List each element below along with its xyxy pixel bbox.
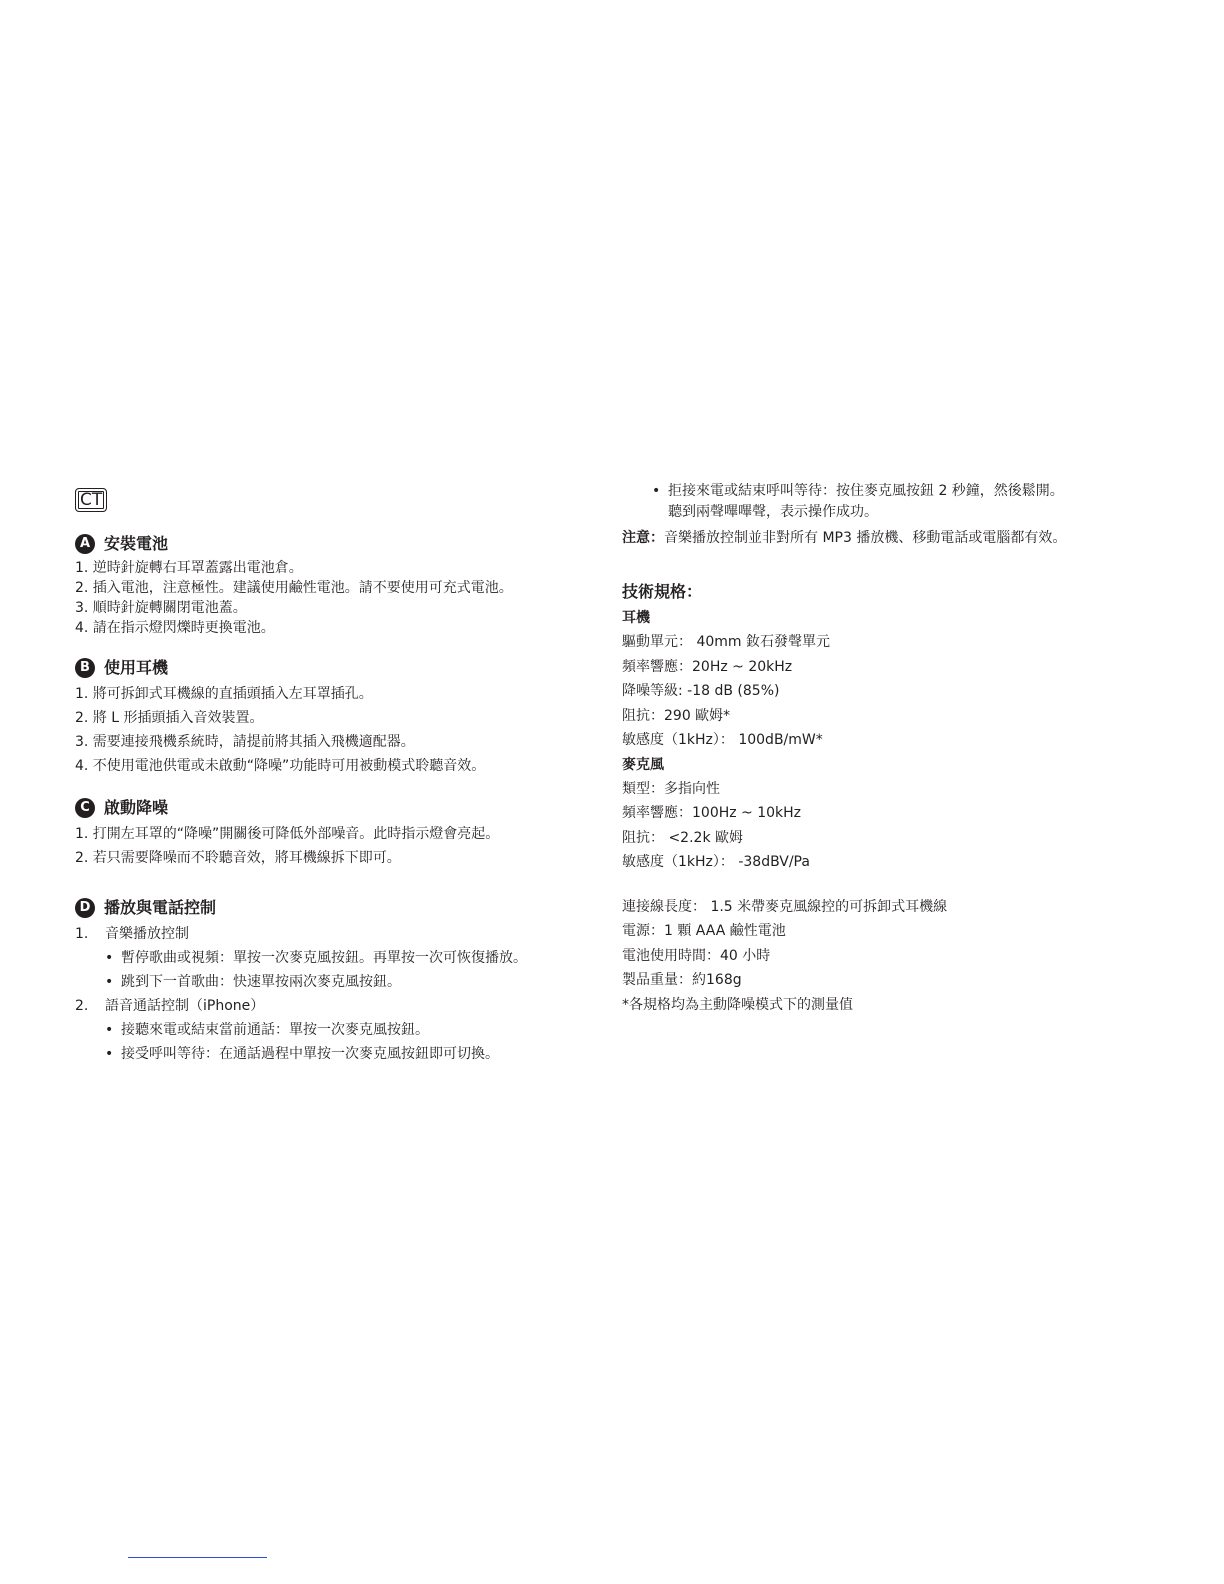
spec-line: 頻率響應：100Hz ~ 10kHz [622,805,802,821]
spec-title: 技術規格： [622,582,703,601]
section-heading [75,896,605,920]
bullet-item: • 跳到下一首歌曲：快速單按兩次麥克風按鈕。 [75,970,605,994]
section-title: 安裝電池 [104,534,169,553]
spec-line: 降噪等級: -18 dB (85%) [622,683,780,699]
left-column [75,480,605,1084]
spec-line: 電源：1 顆 AAA 鹼性電池 [622,923,786,939]
bullet-text: 暫停歌曲或視頻：單按一次麥克風按鈕。再單按一次可恢復播放。 [121,950,527,966]
item-number: 1. [75,926,89,942]
instruction-line: 1. 將可拆卸式耳機線的直插頭插入左耳罩插孔。 [75,686,373,702]
section-b [75,656,605,778]
right-column [622,480,1182,1017]
note [622,522,1182,554]
spec-line: 敏感度（1kHz）： -38dBV/Pa [622,854,810,870]
item-number: 2. [75,998,89,1014]
item-label: 語音通話控制（iPhone） [105,998,265,1014]
spec-line: 阻抗： <2.2k 歐姆 [622,829,744,846]
instruction-line: 4. 不使用電池供電或未啟動“降噪”功能時可用被動模式聆聽音效。 [75,758,486,774]
spec-line: 頻率響應：20Hz ~ 20kHz [622,658,793,675]
numbered-item [75,922,605,946]
bullet-continuation [622,502,1182,522]
instruction-line: 1. 逆時針旋轉右耳罩蓋露出電池倉。 [75,560,303,576]
section-letter-icon: C [75,798,95,818]
spec-footnote: *各規格均為主動降噪模式下的測量值 [622,996,853,1013]
section-letter-icon: A [75,534,95,554]
section-c [75,796,605,870]
spec-line: 製品重量：約168g [622,972,742,988]
item-label: 音樂播放控制 [105,926,189,942]
microphone-heading: 麥克風 [622,756,664,773]
note-label: 注意： [622,530,664,546]
spec-line: 連接線長度： 1.5 米帶麥克風線控的可拆卸式耳機線 [622,898,948,915]
section-letter-icon: D [75,898,95,918]
spec-line: 電池使用時間：40 小時 [622,947,771,964]
section-heading [75,656,605,680]
section-letter-icon: B [75,658,95,678]
instruction-line: 3. 順時針旋轉關閉電池蓋。 [75,600,247,616]
footer-rule [128,1557,267,1558]
bullet-text: 跳到下一首歌曲：快速單按兩次麥克風按鈕。 [121,974,401,990]
spec-line: 敏感度（1kHz）： 100dB/mW* [622,732,823,748]
section-d [75,896,605,1066]
note-text: 音樂播放控制並非對所有 MP3 播放機、移動電話或電腦都有效。 [664,530,1067,546]
section-a [75,532,605,638]
instruction-line: 2. 將 L 形插頭插入音效裝置。 [75,710,264,726]
bullet-item: • 拒接來電或結束呼叫等待：按住麥克風按鈕 2 秒鐘，然後鬆開。 [622,480,1182,502]
bullet-text: 接聽來電或結束當前通話：單按一次麥克風按鈕。 [121,1022,429,1038]
bullet-text: 拒接來電或結束呼叫等待：按住麥克風按鈕 2 秒鐘，然後鬆開。 [668,483,1064,499]
section-heading [75,796,605,820]
bullet-item: • 接受呼叫等待：在通話過程中單按一次麥克風按鈕即可切換。 [75,1042,605,1066]
spec-line: 驅動單元： 40mm 釹石發聲單元 [622,634,830,650]
section-heading [75,532,605,556]
bullet-text: 聽到兩聲嗶嗶聲，表示操作成功。 [668,504,878,520]
section-title: 使用耳機 [104,658,169,677]
section-title: 播放與電話控制 [104,898,217,917]
language-badge: CT [75,488,107,512]
headphone-heading: 耳機 [622,610,650,626]
spec-line: 阻抗：290 歐姆* [622,707,731,724]
instruction-line: 4. 請在指示燈閃爍時更換電池。 [75,620,275,636]
instruction-line: 2. 插入電池，注意極性。建議使用鹼性電池。請不要使用可充式電池。 [75,580,513,596]
instruction-line: 3. 需要連接飛機系統時，請提前將其插入飛機適配器。 [75,734,415,750]
spec-line: 類型：多指向性 [622,780,720,797]
bullet-item: • 接聽來電或結束當前通話：單按一次麥克風按鈕。 [75,1018,605,1042]
instruction-line: 2. 若只需要降噪而不聆聽音效，將耳機線拆下即可。 [75,850,401,866]
instruction-line: 1. 打開左耳罩的“降噪”開關後可降低外部噪音。此時指示燈會亮起。 [75,826,500,842]
section-title: 啟動降噪 [104,798,169,817]
bullet-item: • 暫停歌曲或視頻：單按一次麥克風按鈕。再單按一次可恢復播放。 [75,946,605,970]
bullet-text: 接受呼叫等待：在通話過程中單按一次麥克風按鈕即可切換。 [121,1046,499,1062]
numbered-item [75,994,605,1018]
